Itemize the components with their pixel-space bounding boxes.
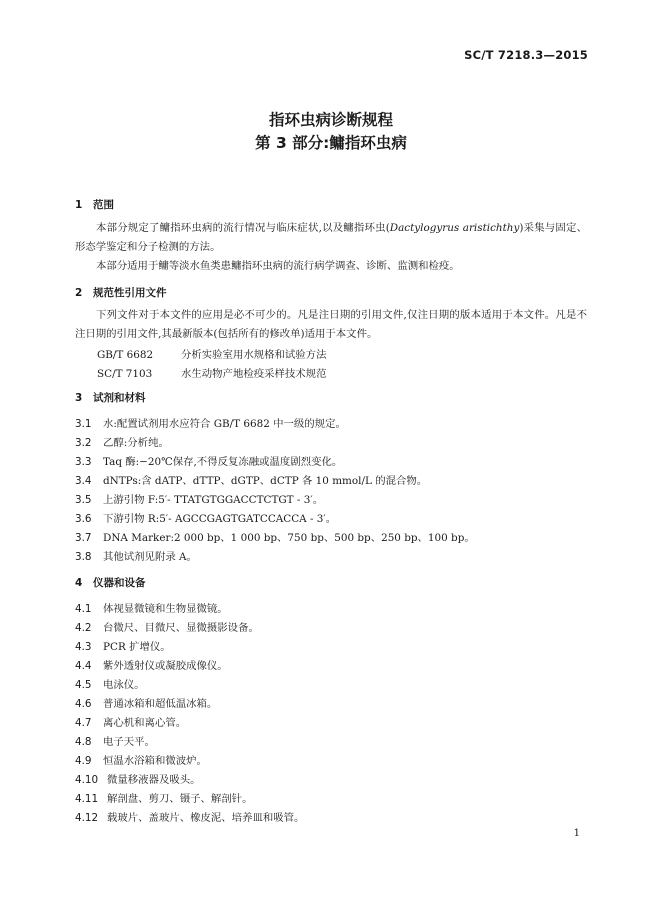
item-number: 4.11 <box>75 793 99 805</box>
item-number: 3.8 <box>75 551 92 563</box>
item-number: 4.9 <box>75 755 92 767</box>
section-title: 范围 <box>93 199 114 211</box>
item-text: DNA Marker:2 000 bp、1 000 bp、750 bp、500 bp、250 bp、100 bp。 <box>103 532 475 544</box>
latin-species-name: Dactylogyrus aristichthy <box>389 222 520 234</box>
reference-code: GB/T 6682 <box>97 349 154 361</box>
item-number: 4.10 <box>75 774 99 786</box>
list-item <box>75 809 304 824</box>
item-text: 紫外透射仪或凝胶成像仪。 <box>103 660 228 672</box>
section-heading-scope <box>75 197 114 212</box>
document-subtitle: 第 3 部分:鳙指环虫病 <box>255 134 407 152</box>
section-number: 4 <box>75 577 83 589</box>
references-paragraph: 下列文件对于本文件的应用是必不可少的。凡是注日期的引用文件,仅注日期的版本适用于本文件。凡是不注日期的引用文件,其最新版本(包括所有的修改单)适用于本文件。 <box>75 309 587 340</box>
item-number: 4.4 <box>75 660 92 672</box>
page-number: 1 <box>573 828 580 839</box>
section-title: 仪器和设备 <box>93 577 146 589</box>
section-heading-reagents <box>75 390 146 405</box>
item-text: 微量移液器及吸头。 <box>107 774 201 786</box>
section-number: 1 <box>75 199 83 211</box>
item-number: 4.2 <box>75 622 92 634</box>
item-text: 水:配置试剂用水应符合 GB/T 6682 中一级的规定。 <box>103 418 346 430</box>
item-text: Taq 酶:−20℃保存,不得反复冻融或温度剧烈变化。 <box>103 456 343 468</box>
list-item <box>75 600 228 615</box>
item-number: 3.2 <box>75 437 92 449</box>
list-item <box>75 415 346 430</box>
item-number: 3.5 <box>75 494 92 506</box>
list-item <box>75 453 342 468</box>
item-number: 3.6 <box>75 513 92 525</box>
item-text: PCR 扩增仪。 <box>103 641 171 653</box>
item-number: 3.3 <box>75 456 92 468</box>
section-number: 2 <box>75 287 83 299</box>
list-item <box>75 752 207 767</box>
item-number: 3.1 <box>75 418 92 430</box>
list-item <box>75 472 427 487</box>
item-text: 普通冰箱和超低温冰箱。 <box>103 698 218 710</box>
section-title: 试剂和材料 <box>93 392 146 404</box>
item-number: 3.7 <box>75 532 92 544</box>
item-number: 3.4 <box>75 475 92 487</box>
item-text: 上游引物 F:5′- TTATGTGGACCTCTGT - 3′。 <box>103 494 324 506</box>
section-number: 3 <box>75 392 83 404</box>
list-item <box>75 695 217 710</box>
text-run: )采集与固定、形态学鉴定和分子检测的方法。 <box>75 222 587 253</box>
item-number: 4.8 <box>75 736 92 748</box>
list-item <box>75 790 252 805</box>
item-number: 4.3 <box>75 641 92 653</box>
reference-line <box>97 346 326 361</box>
text-run: 本部分规定了鳙指环虫病的流行情况与临床症状,以及鳙指环虫( <box>96 222 390 234</box>
scope-paragraph-2: 本部分适用于鳙等淡水鱼类患鳙指环虫病的流行病学调查、诊断、监测和检疫。 <box>96 260 460 272</box>
reference-code: SC/T 7103 <box>97 368 153 380</box>
section-heading-instruments <box>75 575 146 590</box>
list-item <box>75 733 155 748</box>
list-item <box>75 657 228 672</box>
list-item <box>75 529 475 544</box>
item-text: 离心机和离心管。 <box>103 717 187 729</box>
list-item <box>75 638 171 653</box>
item-text: 体视显微镜和生物显微镜。 <box>103 603 228 615</box>
reference-line <box>97 365 326 380</box>
reference-title: 水生动物产地检疫采样技术规范 <box>181 368 327 380</box>
item-text: 下游引物 R:5′- AGCCGAGTGATCCACCA - 3′。 <box>103 513 337 525</box>
item-text: 电泳仪。 <box>103 679 145 691</box>
standard-number: SC/T 7218.3—2015 <box>464 48 588 62</box>
item-text: 台微尺、目微尺、显微摄影设备。 <box>103 622 259 634</box>
item-number: 4.1 <box>75 603 92 615</box>
list-item <box>75 676 145 691</box>
item-text: 恒温水浴箱和微波炉。 <box>103 755 207 767</box>
item-number: 4.6 <box>75 698 92 710</box>
item-text: 电子天平。 <box>103 736 155 748</box>
scope-paragraph-1 <box>75 219 587 257</box>
section-heading-references <box>75 285 167 300</box>
item-number: 4.5 <box>75 679 92 691</box>
item-text: 乙醇:分析纯。 <box>103 437 169 449</box>
reference-title: 分析实验室用水规格和试验方法 <box>181 349 327 361</box>
list-item <box>75 491 323 506</box>
list-item <box>75 619 259 634</box>
item-text: 载玻片、盖玻片、橡皮泥、培养皿和吸管。 <box>107 812 305 824</box>
list-item <box>75 510 336 525</box>
list-item <box>75 771 201 786</box>
item-number: 4.7 <box>75 717 92 729</box>
list-item <box>75 548 197 563</box>
list-item <box>75 714 186 729</box>
item-number: 4.12 <box>75 812 99 824</box>
item-text: 其他试剂见附录 A。 <box>103 551 197 563</box>
section-title: 规范性引用文件 <box>93 287 167 299</box>
document-title: 指环虫病诊断规程 <box>268 111 393 129</box>
item-text: dNTPs:含 dATP、dTTP、dGTP、dCTP 各 10 mmol/L 的混合物。 <box>103 475 428 487</box>
item-text: 解剖盘、剪刀、镊子、解剖针。 <box>107 793 253 805</box>
list-item <box>75 434 169 449</box>
